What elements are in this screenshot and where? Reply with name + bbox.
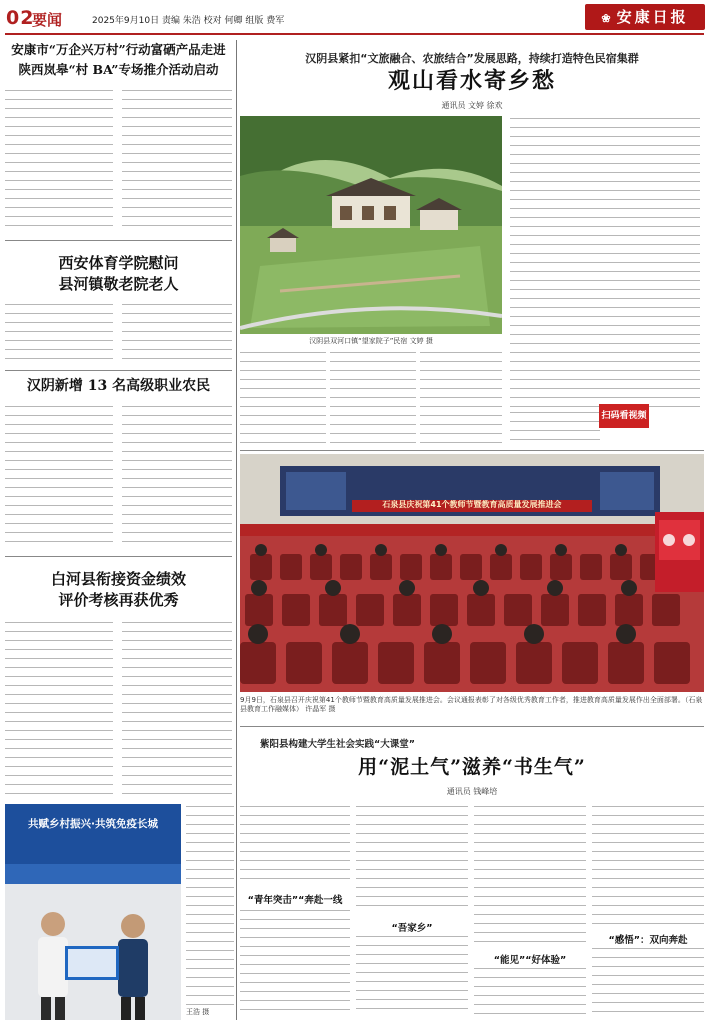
feature-overline: 汉阴县紧扣“文旅融合、农旅结合”发展思路，持续打造特色民宿集群 — [305, 52, 639, 65]
divider — [5, 240, 232, 241]
article-sports-college — [5, 246, 232, 366]
article-headline-2: 评价考核再获优秀 — [58, 591, 179, 609]
conference-caption: 9月9日，石泉县召开庆祝第41个教师节暨教育高质量发展推进会。会议通报表彰了对各级优秀教育工作者，推进教育高质量发展作出全面部署。（石泉县教育工作融媒体） 许晶军 摄 — [240, 696, 703, 714]
article-subhead: “能见”“好体验” — [493, 955, 567, 966]
side-banner — [655, 512, 704, 592]
article-body — [356, 806, 468, 912]
article-body — [5, 304, 113, 366]
dateline: 2025年9月10日 责编 朱浩 校对 何卿 组版 费军 — [92, 16, 285, 26]
article-body — [474, 806, 586, 946]
feature-body — [330, 352, 416, 444]
logo-emblem-icon: ❀ — [601, 12, 614, 25]
vaccine-donation-photo — [5, 804, 181, 1020]
photo-caption: 汉阴县双河口镇“望家院子”民宿 文婷 摄 — [309, 337, 433, 345]
article-overline: 紫阳县构建大学生社会实践“大课堂” — [260, 739, 415, 750]
header-rule — [5, 33, 704, 35]
article-subhead: “青年突击”“奔赴一线 — [247, 895, 343, 906]
article-subhead: “感悟”：双向奔赴 — [608, 935, 688, 946]
article-body — [5, 622, 113, 800]
feature-body — [420, 352, 502, 444]
feature-body — [240, 352, 326, 444]
article-subhead: “吾家乡” — [391, 923, 433, 934]
article-body — [474, 968, 586, 1016]
masthead — [0, 0, 709, 34]
feature-homestay — [240, 40, 704, 448]
feature-byline: 通讯员 文婷 徐欢 — [441, 101, 503, 110]
divider — [240, 450, 704, 451]
article-body — [5, 406, 113, 550]
article-headline-1: 白河县衔接资金绩效 — [50, 570, 186, 588]
feature-body — [510, 412, 600, 444]
article-body — [122, 622, 232, 800]
divider — [5, 370, 232, 371]
article-body — [592, 806, 704, 926]
photo-two-presenters — [5, 804, 181, 1020]
photo-teachers-conference — [240, 454, 704, 692]
divider — [5, 556, 232, 557]
side-banner-graphic — [655, 512, 704, 592]
article-body — [122, 90, 232, 230]
article-headline-1: 西安体育学院慰问 — [58, 254, 179, 272]
article-body — [240, 806, 350, 886]
article-farmers — [5, 376, 232, 552]
article-body — [122, 406, 232, 550]
article-headline-2: 陕西岚皋“村 BA”专场推介活动启动 — [18, 62, 219, 77]
article-body — [5, 90, 113, 230]
article-body — [186, 806, 234, 1006]
divider — [240, 726, 704, 727]
video-qr-button[interactable]: 扫码看视频 — [599, 404, 649, 428]
photo-homestay-village — [240, 116, 502, 334]
feature-headline: 观山看水寄乡愁 — [387, 68, 556, 94]
article-village-ba — [5, 40, 232, 238]
page-number: 02 — [6, 7, 35, 29]
article-headline: 用“泥土气”滋养“书生气” — [358, 756, 586, 778]
paper-name: 安康日报 — [616, 8, 689, 26]
article-headline-2: 县河镇敬老院老人 — [58, 275, 179, 293]
photo-credit: 王浩 摄 — [186, 1008, 210, 1016]
article-byline: 通讯员 钱峰培 — [446, 787, 498, 796]
article-baihe — [5, 562, 232, 800]
homestay-photo — [240, 116, 502, 334]
article-ziyang — [240, 730, 704, 1020]
article-body — [122, 304, 232, 366]
article-body — [356, 936, 468, 1016]
article-body — [240, 910, 350, 1016]
paper-logo — [585, 4, 705, 30]
feature-body — [510, 118, 700, 408]
photo-banner-text: 共赋乡村振兴·共筑免疫长城 — [28, 818, 158, 830]
section-label: 要闻 — [32, 11, 63, 29]
column-rule — [236, 40, 237, 1020]
conference-photo — [240, 454, 704, 692]
article-body — [592, 948, 704, 1016]
conference-banner-text: 石泉县庆祝第41个教师节暨教育高质量发展推进会 — [382, 500, 562, 509]
article-headline-1: 安康市“万企兴万村”行动富硒产品走进 — [11, 42, 226, 57]
article-headline: 汉阴新增 13 名高级职业农民 — [26, 378, 211, 394]
